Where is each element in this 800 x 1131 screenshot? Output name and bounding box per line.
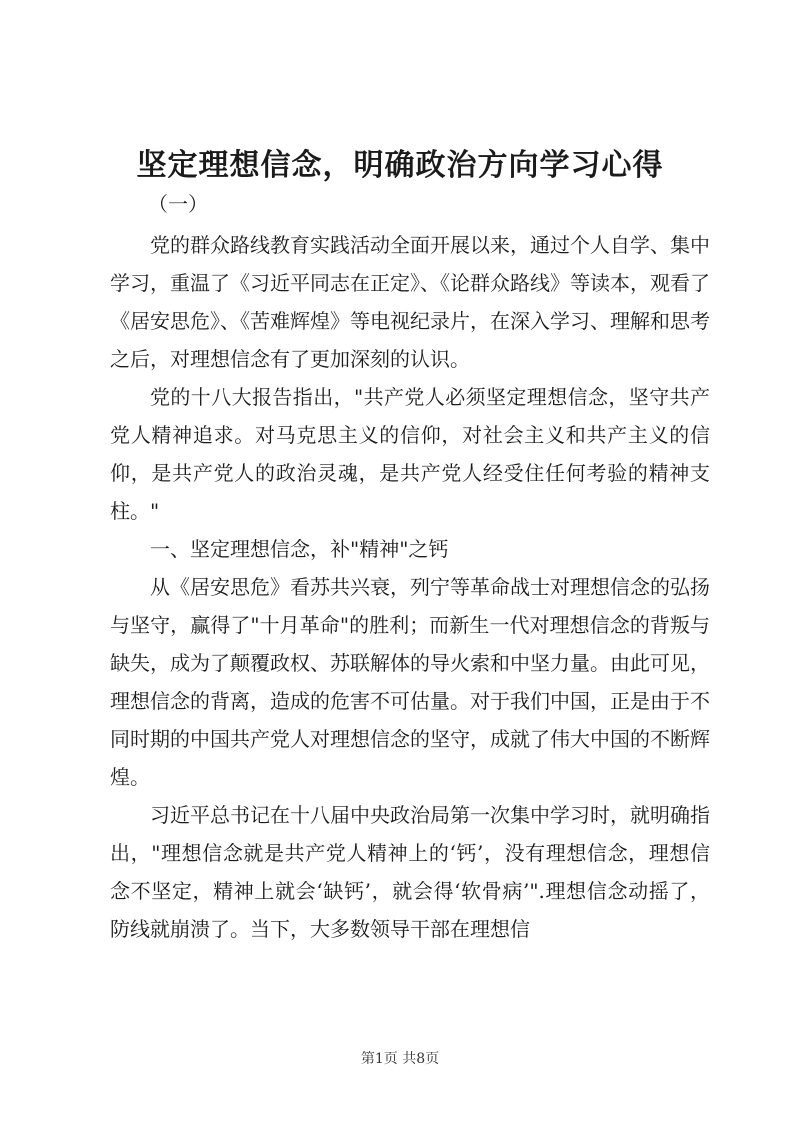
- paragraph-report-quote: 党的十八大报告指出，"共产党人必须坚定理想信念，坚守共产党人精神追求。对马克思主义的信仰，对社会主义和共产主义的信仰，是共产党人的政治灵魂，是共产党人经受住任何考验的精神支柱。": [110, 385, 710, 523]
- document-body: [110, 226, 710, 948]
- section-number: （一）: [148, 192, 208, 216]
- paragraph-soviet-lesson: 从《居安思危》看苏共兴衰，列宁等革命战士对理想信念的弘扬与坚守，赢得了"十月革命"的胜利；而新生一代对理想信念的背叛与缺失，成为了颠覆政权、苏联解体的导火索和中坚力量。由此可见，理想信念的背离，造成的危害不可估量。对于我们中国，正是由于不同时期的中国共产党人对理想信念的坚守，成就了伟大中国的不断辉煌。: [110, 575, 710, 789]
- page-footer: 第1页 共8页: [360, 1051, 440, 1067]
- document-title: 坚定理想信念，明确政治方向学习心得: [136, 148, 664, 183]
- paragraph-xi-calcium: 习近平总书记在十八届中央政治局第一次集中学习时，就明确指出，"理想信念就是共产党人精神上的‘钙’，没有理想信念，理想信念不坚定，精神上就会‘缺钙’，就会得‘软骨病’".理想信念动摇了，防线就崩溃了。当下，大多数领导干部在理想信: [110, 803, 710, 941]
- section-heading-1: 一、坚定理想信念，补"精神"之钙: [150, 537, 449, 561]
- paragraph-intro: 党的群众路线教育实践活动全面开展以来，通过个人自学、集中学习，重温了《习近平同志在正定》、《论群众路线》等读本，观看了《居安思危》、《苦难辉煌》等电视纪录片，在深入学习、理解和思考之后，对理想信念有了更加深刻的认识。: [110, 233, 710, 371]
